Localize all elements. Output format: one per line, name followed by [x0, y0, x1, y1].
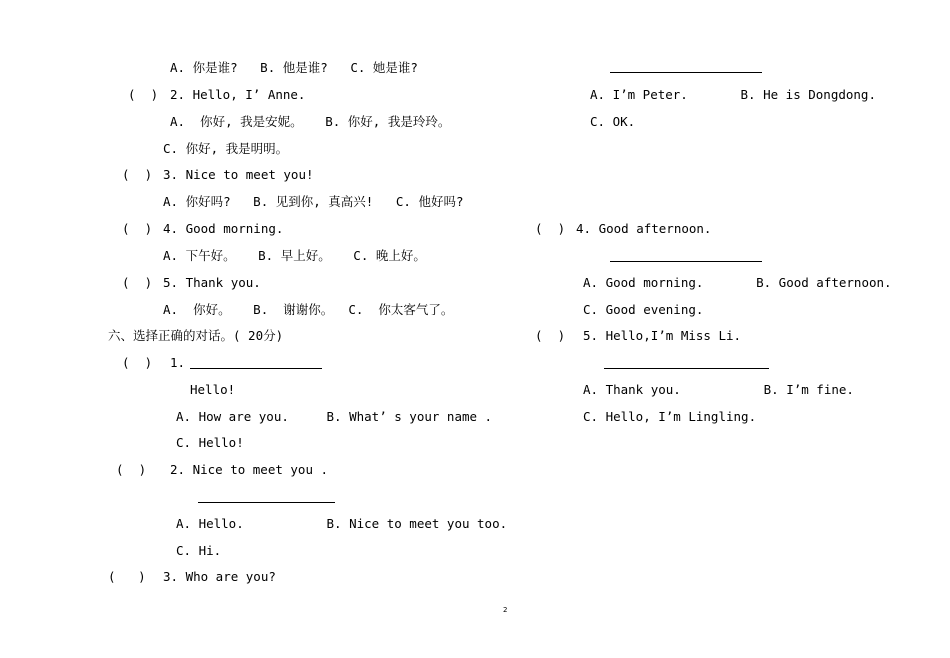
s5-answer-blank[interactable]	[604, 368, 769, 369]
q5-stem: 5. Thank you.	[163, 275, 261, 290]
s3-stem: 3. Who are you?	[163, 569, 276, 584]
s2-answer-blank[interactable]	[198, 502, 335, 503]
s4-answer-blank[interactable]	[610, 261, 762, 262]
s5-option-c: C. Hello, I’m Lingling.	[583, 409, 757, 424]
s5-answer-paren[interactable]: ( )	[535, 328, 566, 343]
s1-answer-paren[interactable]: ( )	[122, 355, 153, 370]
s2-options-ab: A. Hello. B. Nice to meet you too.	[176, 516, 508, 531]
q2-option-c: C. 你好, 我是明明。	[163, 141, 289, 156]
q4-stem: 4. Good morning.	[163, 221, 284, 236]
s1-response: Hello!	[190, 382, 236, 397]
s4-stem: 4. Good afternoon.	[576, 221, 712, 236]
q3-options: A. 你好吗? B. 见到你, 真高兴! C. 他好吗?	[163, 194, 464, 209]
s1-option-c: C. Hello!	[176, 435, 244, 450]
q4-answer-paren[interactable]: ( )	[122, 221, 153, 236]
q3-answer-paren[interactable]: ( )	[122, 167, 153, 182]
q2-answer-paren[interactable]: ( )	[128, 87, 159, 102]
q1-options: A. 你是谁? B. 他是谁? C. 她是谁?	[170, 60, 418, 75]
s2-answer-paren[interactable]: ( )	[116, 462, 147, 477]
s3-answer-blank[interactable]	[610, 72, 762, 73]
s3-option-c: C. OK.	[590, 114, 636, 129]
s5-stem: 5. Hello,I’m Miss Li.	[583, 328, 742, 343]
s1-num: 1.	[170, 355, 186, 370]
s4-option-c: C. Good evening.	[583, 302, 704, 317]
page-number: 2	[503, 606, 508, 614]
s3-options-ab: A. I’m Peter. B. He is Dongdong.	[590, 87, 876, 102]
s5-options-ab: A. Thank you. B. I’m fine.	[583, 382, 854, 397]
s1-answer-blank[interactable]	[190, 368, 322, 369]
s3-answer-paren[interactable]: ( )	[108, 569, 146, 584]
q2-options-ab: A. 你好, 我是安妮。 B. 你好, 我是玲玲。	[170, 114, 451, 129]
s1-options-ab: A. How are you. B. What’ s your name .	[176, 409, 493, 424]
s2-stem: 2. Nice to meet you .	[170, 462, 329, 477]
q5-options: A. 你好。 B. 谢谢你。 C. 你太客气了。	[163, 302, 454, 317]
s4-options-ab: A. Good morning. B. Good afternoon.	[583, 275, 892, 290]
section-title: 六、选择正确的对话。( 20分)	[108, 328, 284, 343]
q2-stem: 2. Hello, I’ Anne.	[170, 87, 306, 102]
s4-answer-paren[interactable]: ( )	[535, 221, 566, 236]
q5-answer-paren[interactable]: ( )	[122, 275, 153, 290]
q4-options: A. 下午好。 B. 早上好。 C. 晚上好。	[163, 248, 426, 263]
q3-stem: 3. Nice to meet you!	[163, 167, 314, 182]
s2-option-c: C. Hi.	[176, 543, 222, 558]
